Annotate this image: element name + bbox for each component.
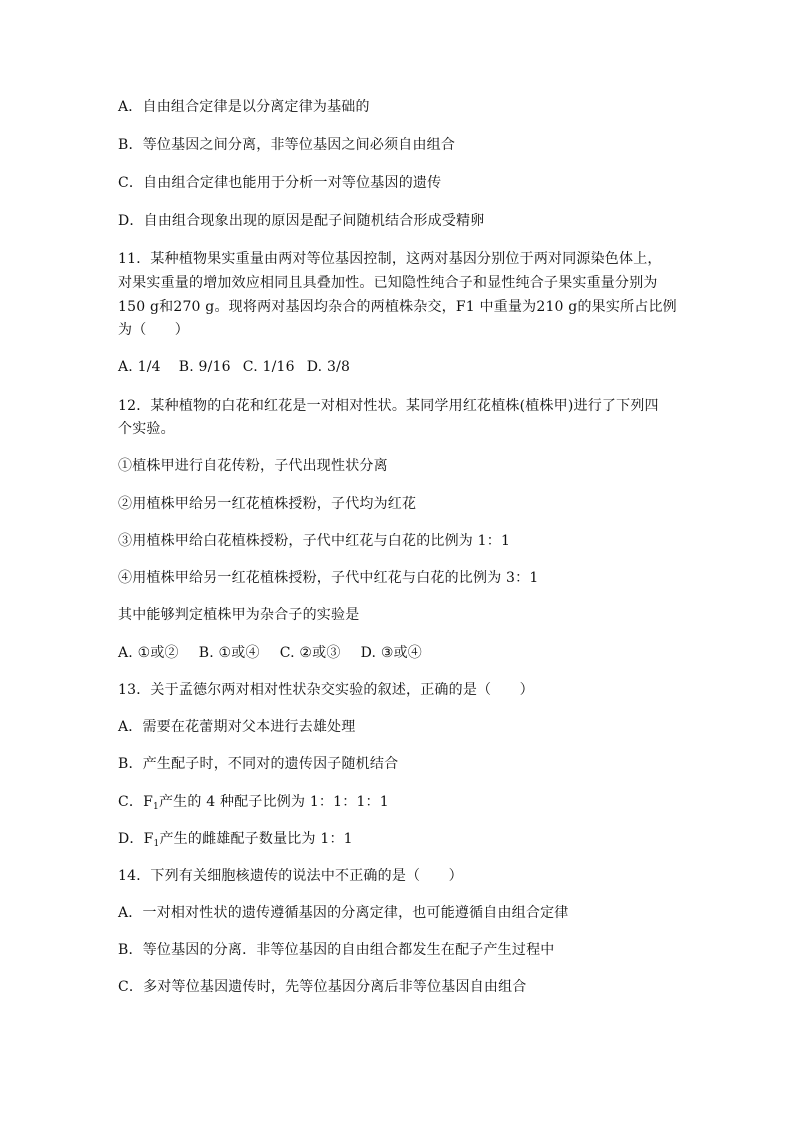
q14-option-c: C．多对等位基因遗传时，先等位基因分离后非等位基因自由组合 — [118, 979, 527, 995]
q12-experiment-4: ④用植株甲给另一红花植株授粉，子代中红花与白花的比例为 3：1 — [118, 570, 539, 586]
q10-option-c: C．自由组合定律也能用于分析一对等位基因的遗传 — [118, 175, 442, 191]
q10-option-a: A．自由组合定律是以分离定律为基础的 — [118, 99, 370, 115]
q11-option-d: D. 3/8 — [306, 359, 351, 375]
q12-experiment-2: ②用植株甲给另一红花植株授粉，子代均为红花 — [118, 496, 417, 512]
q13-option-c-subscript: 1 — [153, 802, 159, 812]
q13-option-c-text: 产生的 4 种配子比例为 1：1：1：1 — [158, 794, 389, 810]
q10-option-d: D．自由组合现象出现的原因是配子间随机结合形成受精卵 — [118, 213, 485, 229]
q12-question: 其中能够判定植株甲为杂合子的实验是 — [118, 607, 360, 623]
q11-option-a: A. 1/4 — [118, 359, 161, 375]
q11-stem-line-1: 11．某种植物果实重量由两对等位基因控制，这两对基因分别位于两对同源染色体上， — [118, 251, 662, 267]
q12-options — [118, 642, 422, 664]
q11-stem-line-2: 对果实重量的增加效应相同且具叠加性。已知隐性纯合子和显性纯合子果实重量分别为 — [118, 275, 658, 291]
q11-option-c: C. 1/16 — [242, 359, 295, 375]
q13-option-d — [118, 828, 353, 855]
q13-option-b: B．产生配子时，不同对的遗传因子随机结合 — [118, 756, 399, 772]
q13-option-d-text: 产生的雌雄配子数量比为 1：1 — [159, 831, 353, 847]
q12-experiment-3: ③用植株甲给白花植株授粉，子代中红花与白花的比例为 1：1 — [118, 533, 511, 549]
q11-option-b: B. 9/16 — [178, 359, 231, 375]
q11-stem-line-4: 为（ ） — [118, 322, 189, 338]
q13-option-d-subscript: 1 — [153, 839, 160, 849]
q12-option-a: A. ①或② — [118, 645, 179, 661]
q12-option-c: C. ②或③ — [279, 645, 341, 661]
q12-option-d: D. ③或④ — [360, 645, 422, 661]
q12-stem-line-1: 12．某种植物的白花和红花是一对相对性状。某同学用红花植株(植株甲)进行了下列四 — [118, 398, 659, 414]
q10-option-b: B．等位基因之间分离，非等位基因之间必须自由组合 — [118, 137, 456, 153]
q12-stem-line-2: 个实验。 — [118, 421, 175, 437]
q13-option-c-prefix: C．F — [118, 794, 154, 810]
q14-option-a: A．一对相对性状的遗传遵循基因的分离定律，也可能遵循自由组合定律 — [118, 905, 569, 921]
q13-option-c — [118, 791, 389, 818]
q11-stem-line-3: 150 g和270 g。现将两对基因均杂合的两植株杂交，F1 中重量为210 g的果实所占比例 — [118, 299, 677, 315]
q13-stem: 13．关于孟德尔两对相对性状杂交实验的叙述，正确的是（ ） — [118, 682, 534, 698]
q14-option-b: B．等位基因的分离．非等位基因的自由组合都发生在配子产生过程中 — [118, 942, 555, 958]
q12-experiment-1: ①植株甲进行自花传粉，子代出现性状分离 — [118, 458, 388, 474]
q11-options — [118, 356, 350, 378]
q13-option-a: A．需要在花蕾期对父本进行去雄处理 — [118, 719, 356, 735]
q14-stem: 14．下列有关细胞核遗传的说法中不正确的是（ ） — [118, 868, 463, 884]
q12-option-b: B. ①或④ — [198, 645, 260, 661]
q13-option-d-prefix: D．F — [118, 831, 154, 847]
